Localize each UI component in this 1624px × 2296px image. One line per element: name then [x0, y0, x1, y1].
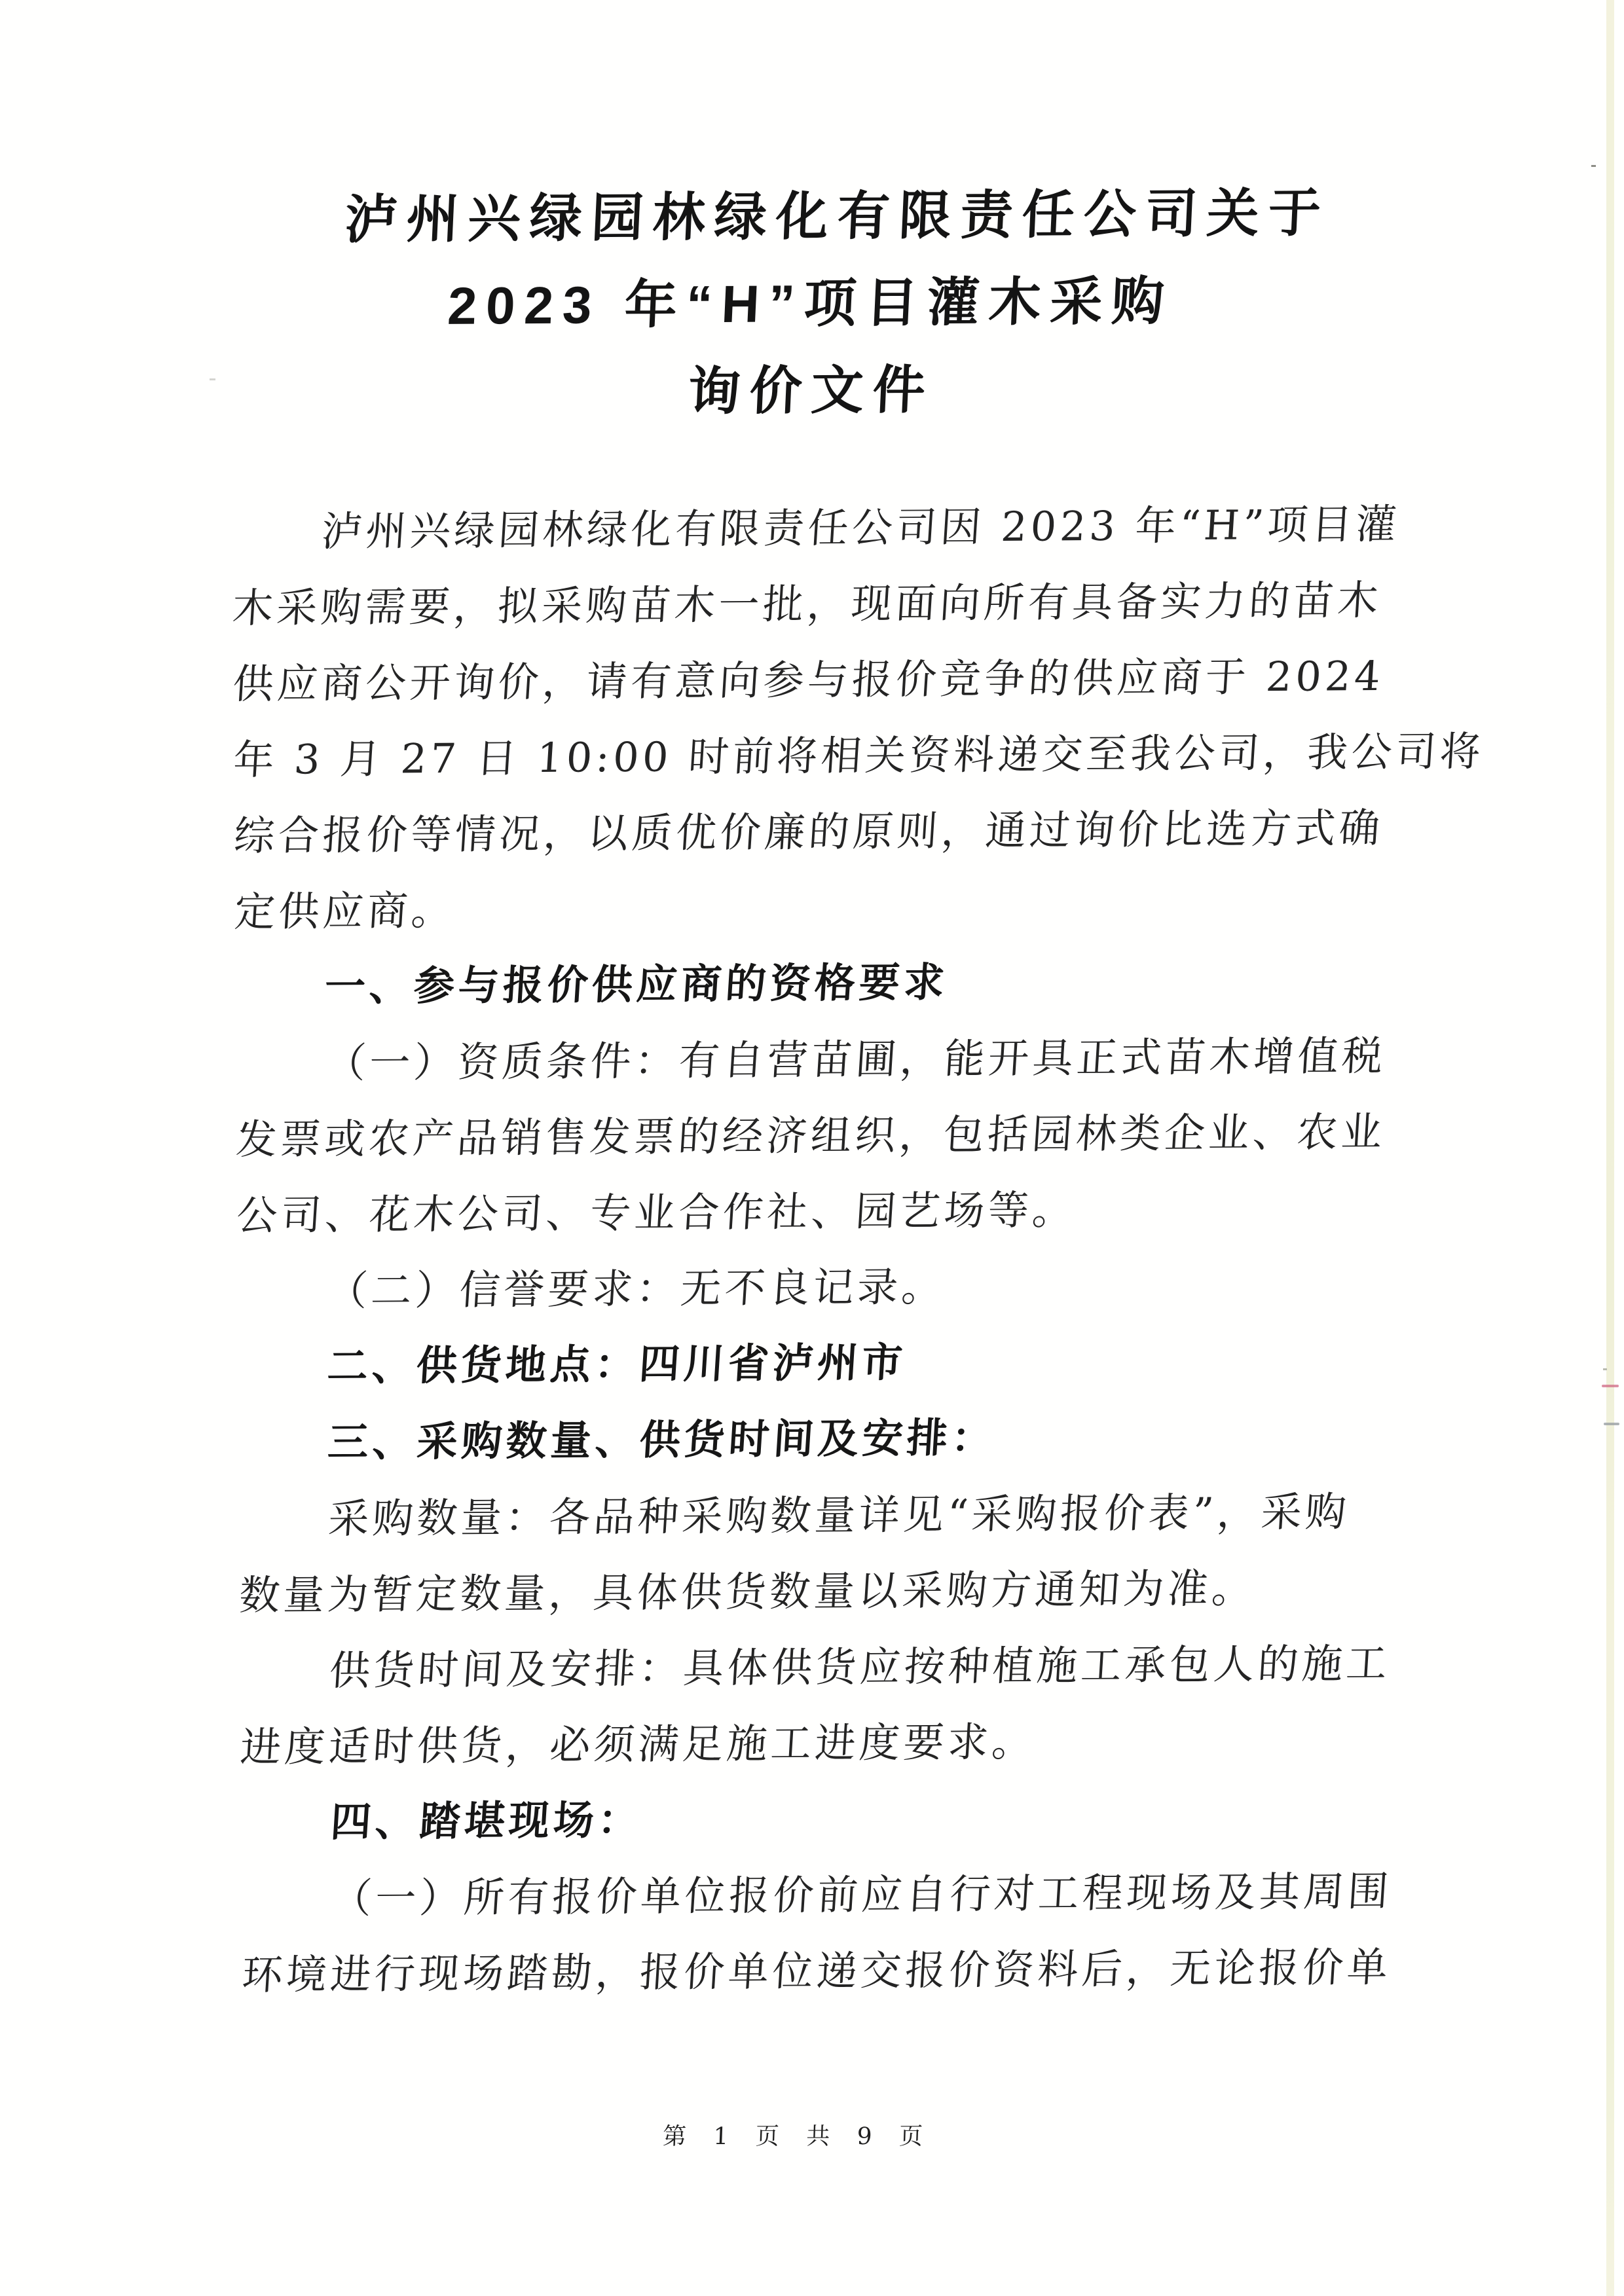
- page-footer: 第 1 页 共 9 页: [662, 2123, 929, 2150]
- scan-edge-band: [1606, 0, 1614, 2296]
- paragraph-line: 环境进行现场踏勘，报价单位递交报价资料后，无论报价单: [240, 1942, 1393, 1999]
- document-title-line-2: 2023 年“H”项目灌木采购: [446, 272, 1175, 335]
- paragraph-line: 供应商公开询价，请有意向参与报价竞争的供应商于 2024: [231, 651, 1386, 708]
- section-heading-4: 四、踏堪现场：: [329, 1797, 644, 1846]
- paragraph-line: （一）所有报价单位报价前应自行对工程现场及其周围: [329, 1867, 1393, 1923]
- paragraph-line: 发票或农产品销售发票的经济组织，包括园林类企业、农业: [234, 1107, 1387, 1164]
- scan-speck: [1603, 1368, 1607, 1370]
- document-content: [228, 0, 1486, 2013]
- scan-speck: [210, 378, 215, 380]
- paragraph-line: 采购数量：各品种采购数量详见“采购报价表”，采购: [327, 1487, 1352, 1543]
- paragraph-line: 泸州兴绿园林绿化有限责任公司因 2023 年“H”项目灌: [320, 500, 1402, 556]
- scan-speck: [1591, 165, 1596, 167]
- section-heading-2: 二、供货地点：四川省泸州市: [325, 1340, 908, 1390]
- paragraph-line: （一）资质条件：有自营苗圃，能开具正式苗木增值税: [323, 1031, 1388, 1087]
- paragraph-line: 数量为暂定数量，具体供货数量以采购方通知为准。: [238, 1564, 1258, 1620]
- paragraph-line: 综合报价等情况，以质优价廉的原则，通过询价比选方式确: [232, 803, 1385, 860]
- section-heading-1: 一、参与报价供应商的资格要求: [323, 960, 950, 1010]
- document-title: [229, 169, 1392, 438]
- paragraph-line: 供货时间及安排：具体供货应按种植施工承包人的施工: [327, 1639, 1392, 1695]
- scan-tick-gray: [1604, 1423, 1619, 1425]
- paragraph-line: 公司、花木公司、专业合作社、园艺场等。: [235, 1186, 1079, 1240]
- paragraph-line: 进度适时供货，必须满足施工进度要求。: [238, 1717, 1038, 1772]
- paragraph-line: 定供应商。: [232, 886, 457, 936]
- paragraph-line: 木采购需要，拟采购苗木一批，现面向所有具备实力的苗木: [231, 575, 1384, 632]
- section-heading-3: 三、采购数量、供货时间及安排：: [326, 1415, 997, 1466]
- document-title-line-3: 询价文件: [686, 360, 936, 421]
- document-body: [231, 486, 1486, 2013]
- document-title-line-1: 泸州兴绿园林绿化有限责任公司关于: [343, 183, 1331, 249]
- paragraph-line: 年 3 月 27 日 10:00 时前将相关资料递交至我公司，我公司将: [232, 727, 1486, 784]
- paragraph-line: （二）信誉要求：无不良记录。: [325, 1262, 948, 1315]
- scan-tick-pink: [1602, 1385, 1619, 1387]
